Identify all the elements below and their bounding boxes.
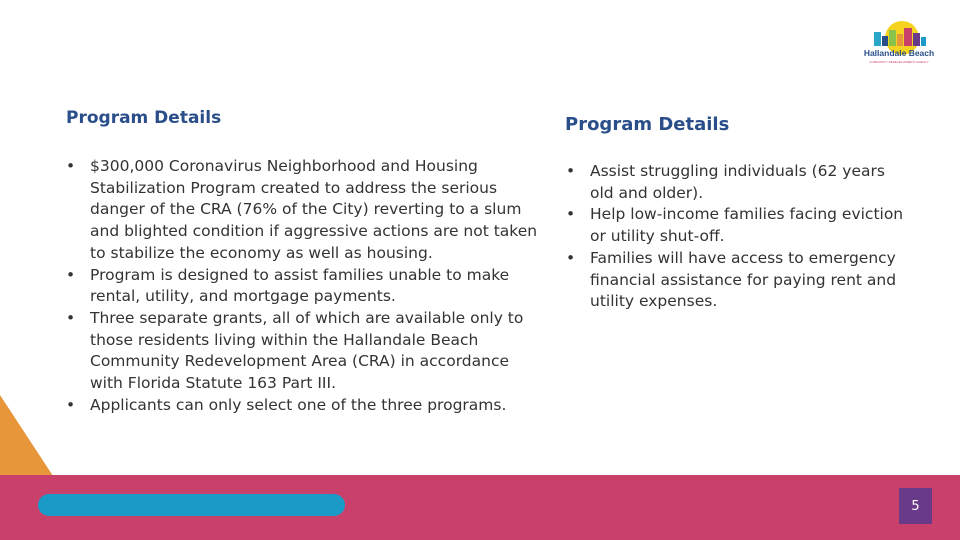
logo-wordmark: Hallandale Beach bbox=[863, 48, 935, 58]
left-heading: Program Details bbox=[66, 108, 222, 128]
list-item: • Families will have access to emergency financial assistance for paying rent and utility expenses. bbox=[566, 248, 906, 313]
list-item: • Assist struggling individuals (62 years old and older). bbox=[566, 161, 906, 204]
list-item: • Applicants can only select one of the three programs. bbox=[66, 395, 546, 417]
left-bullet-list bbox=[66, 156, 546, 416]
logo-tagline: COMMUNITY REDEVELOPMENT AGENCY bbox=[869, 60, 929, 64]
hallandale-beach-logo bbox=[863, 18, 935, 68]
list-item: • Three separate grants, all of which are available only to those residents living within the Hallandale Beach Community Redevelopment Area (CRA) in accordance with Florida Statute 163 Part III. bbox=[66, 308, 546, 395]
list-item: • Help low-income families facing eviction or utility shut-off. bbox=[566, 204, 906, 247]
right-bullet-list bbox=[566, 161, 906, 313]
page-number: 5 bbox=[899, 488, 932, 524]
right-heading: Program Details bbox=[565, 114, 730, 135]
list-item: • Program is designed to assist families unable to make rental, utility, and mortgage payments. bbox=[66, 265, 546, 308]
list-item: • $300,000 Coronavirus Neighborhood and Housing Stabilization Program created to address the serious danger of the CRA (76% of the City) reverting to a slum and blighted condition if aggressive actions are not taken to stabilize the economy as well as housing. bbox=[66, 156, 546, 265]
blue-footer-bar bbox=[38, 494, 345, 516]
